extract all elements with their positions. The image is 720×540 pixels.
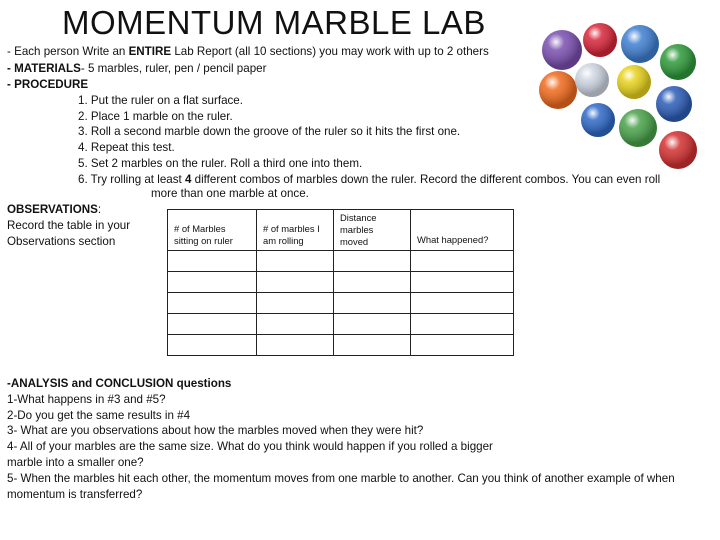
table-cell[interactable] bbox=[257, 272, 334, 293]
step6-text: 6. Try rolling at least bbox=[78, 173, 185, 186]
table-cell[interactable] bbox=[411, 293, 514, 314]
table-row bbox=[168, 314, 514, 335]
observations-table bbox=[167, 209, 514, 356]
marble-shine bbox=[619, 109, 657, 147]
intro-text: - Each person Write an bbox=[7, 45, 129, 58]
header-text: # of marbles I bbox=[263, 223, 320, 234]
procedure-step-2: 2. Place 1 marble on the ruler. bbox=[78, 110, 233, 123]
header-text: Distance bbox=[340, 212, 377, 223]
analysis-question-4-cont: marble into a smaller one? bbox=[7, 455, 144, 469]
analysis-question-3: 3- What are you observations about how the marbles moved when they were hit? bbox=[7, 424, 424, 438]
materials-text: - 5 marbles, ruler, pen / pencil paper bbox=[80, 62, 267, 75]
table-cell[interactable] bbox=[411, 272, 514, 293]
intro-bold: ENTIRE bbox=[128, 45, 172, 58]
header-marbles-rolling bbox=[257, 210, 334, 251]
marble-shine bbox=[660, 44, 696, 80]
analysis-question-2: 2-Do you get the same results in #4 bbox=[7, 408, 191, 422]
table-cell[interactable] bbox=[168, 335, 257, 356]
intro-line-1 bbox=[7, 45, 489, 59]
page-title: MOMENTUM MARBLE LAB bbox=[62, 4, 486, 41]
procedure-step-6-cont: more than one marble at once. bbox=[151, 187, 309, 200]
analysis-block bbox=[7, 376, 675, 502]
table-cell[interactable] bbox=[334, 272, 411, 293]
procedure-step-1: 1. Put the ruler on a flat surface. bbox=[78, 94, 243, 107]
table-cell[interactable] bbox=[334, 314, 411, 335]
observations-block bbox=[7, 202, 130, 250]
table-row bbox=[168, 293, 514, 314]
procedure-step-4: 4. Repeat this test. bbox=[78, 141, 175, 154]
materials-label: - MATERIALS bbox=[7, 62, 81, 75]
analysis-question-1: 1-What happens in #3 and #5? bbox=[7, 392, 166, 406]
table-cell[interactable] bbox=[334, 293, 411, 314]
header-text: marbles bbox=[340, 224, 374, 235]
header-what-happened bbox=[411, 210, 514, 251]
procedure-step-3: 3. Roll a second marble down the groove of the ruler so it hits the first one. bbox=[78, 125, 461, 138]
marbles-image bbox=[528, 20, 708, 180]
step6-bold: 4 bbox=[184, 173, 192, 186]
table-cell[interactable] bbox=[334, 335, 411, 356]
table-cell[interactable] bbox=[257, 314, 334, 335]
marble-shine bbox=[617, 65, 651, 99]
table-cell[interactable] bbox=[257, 293, 334, 314]
table-cell[interactable] bbox=[168, 293, 257, 314]
marble-shine bbox=[656, 86, 692, 122]
observations-label: OBSERVATIONS bbox=[7, 203, 98, 216]
table-cell[interactable] bbox=[411, 335, 514, 356]
table-cell[interactable] bbox=[411, 251, 514, 272]
marble-shine bbox=[542, 30, 582, 70]
header-text: sitting on ruler bbox=[174, 235, 233, 246]
materials-line bbox=[7, 62, 266, 76]
header-text: What happened? bbox=[417, 234, 489, 245]
analysis-question-4: 4- All of your marbles are the same size. What do you think would happen if you rolled a bigger bbox=[7, 440, 493, 454]
table-cell[interactable] bbox=[168, 314, 257, 335]
analysis-question-5: 5- When the marbles hit each other, the momentum moves from one marble to another. Can you think of another example of when bbox=[7, 471, 675, 485]
table-row bbox=[168, 335, 514, 356]
marble-shine bbox=[659, 131, 697, 169]
step6-text-2: different combos of marbles down the ruler. Record the different combos. You can even roll bbox=[191, 173, 661, 186]
observations-line-2: Observations section bbox=[7, 235, 116, 248]
table-row bbox=[168, 251, 514, 272]
observations-colon: : bbox=[97, 203, 102, 216]
header-text: am rolling bbox=[263, 235, 304, 246]
observations-heading bbox=[7, 202, 130, 218]
table-header-row bbox=[168, 210, 514, 251]
header-marbles-sitting bbox=[168, 210, 257, 251]
analysis-heading: -ANALYSIS and CONCLUSION questions bbox=[7, 377, 232, 390]
table-cell[interactable] bbox=[257, 335, 334, 356]
table-row bbox=[168, 272, 514, 293]
analysis-question-5-cont: momentum is transferred? bbox=[7, 487, 143, 501]
table-cell[interactable] bbox=[411, 314, 514, 335]
intro-text-2: Lab Report (all 10 sections) you may work with up to 2 others bbox=[171, 45, 489, 58]
observations-line-1: Record the table in your bbox=[7, 219, 131, 232]
header-distance-moved bbox=[334, 210, 411, 251]
header-text: # of Marbles bbox=[174, 223, 226, 234]
marble-shine bbox=[581, 103, 615, 137]
marble-shine bbox=[575, 63, 609, 97]
table-cell[interactable] bbox=[168, 272, 257, 293]
procedure-step-5: 5. Set 2 marbles on the ruler. Roll a third one into them. bbox=[78, 157, 363, 170]
table-cell[interactable] bbox=[334, 251, 411, 272]
marble-shine bbox=[539, 71, 577, 109]
table-cell[interactable] bbox=[257, 251, 334, 272]
header-text: moved bbox=[340, 236, 369, 247]
table-cell[interactable] bbox=[168, 251, 257, 272]
marble-shine bbox=[621, 25, 659, 63]
procedure-label: - PROCEDURE bbox=[7, 78, 89, 91]
marble-shine bbox=[583, 23, 617, 57]
